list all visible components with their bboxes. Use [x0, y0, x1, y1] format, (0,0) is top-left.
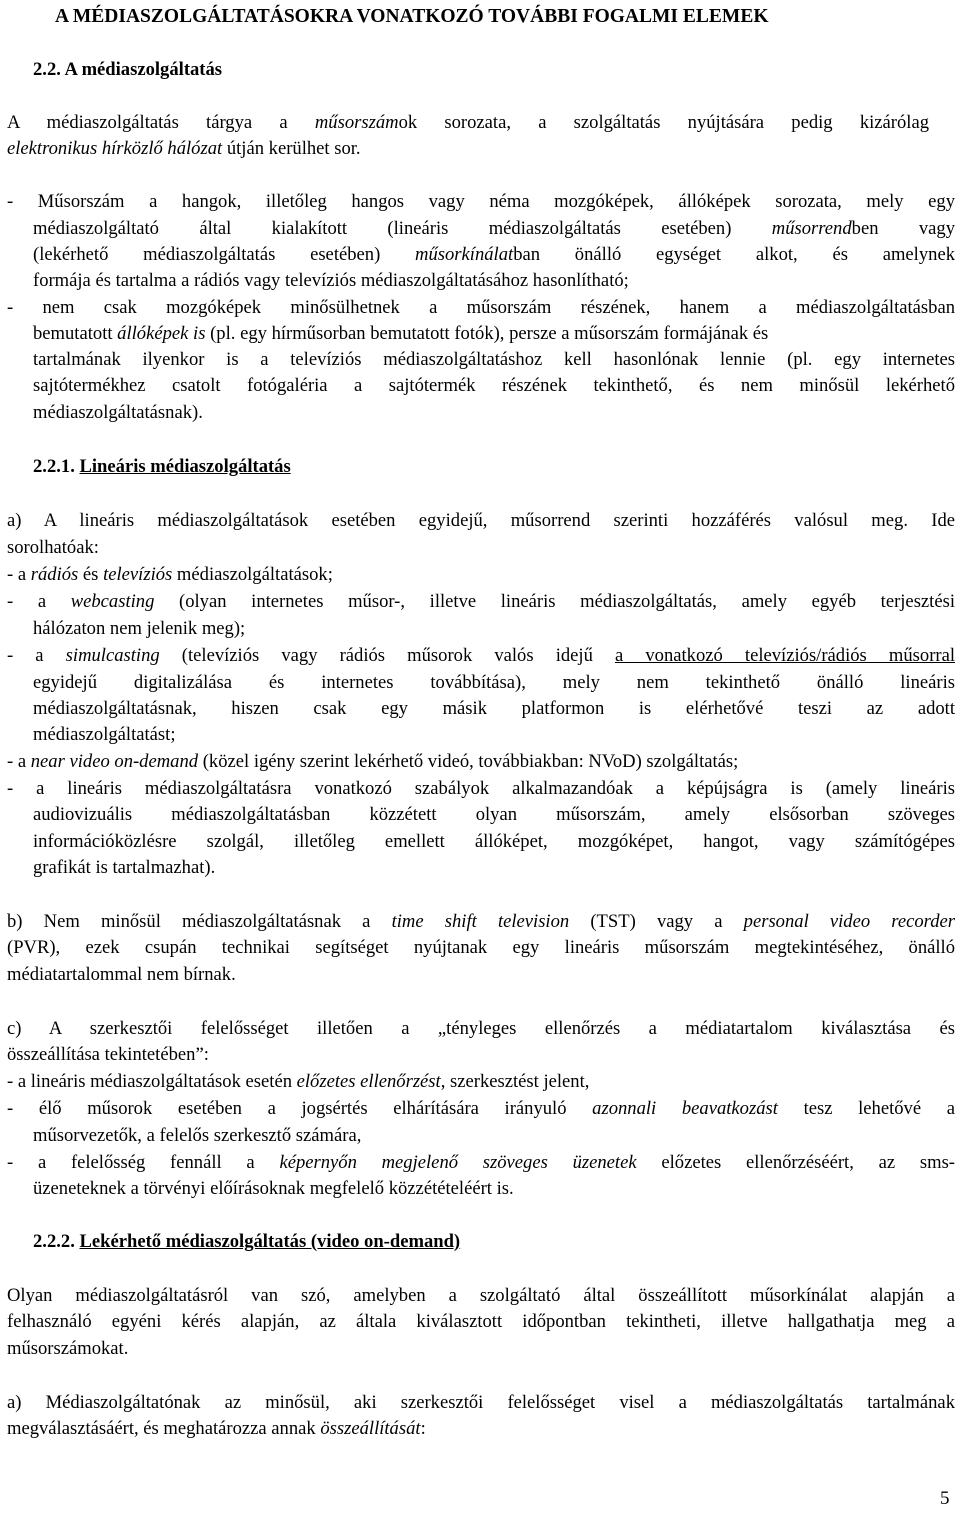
italic-term: elektronikus hírközlő hálózat: [7, 138, 223, 159]
text-run: útján kerülhet sor.: [222, 138, 361, 159]
text-run: műsorszámokat.: [7, 1338, 129, 1359]
text-run: - a lineáris médiaszolgáltatások esetén: [7, 1071, 297, 1092]
text-run: ban önálló egységet alkot, és amelynek: [513, 244, 955, 265]
text-line: [7, 189, 955, 215]
text-line: [7, 1096, 955, 1122]
text-line: [33, 242, 955, 268]
text-run: - élő műsorok esetében a jogsértés elhárítására irányuló: [7, 1098, 593, 1119]
text-line: [33, 454, 291, 480]
italic-term: előzetes ellenőrzést: [296, 1071, 441, 1092]
text-run: (lekérhető médiaszolgáltatás esetében): [33, 244, 416, 265]
text-run: (olyan internetes műsor-, illetve lineáris médiaszolgáltatás, amely egyéb terjesztési: [154, 591, 955, 612]
italic-term: time shift television: [391, 911, 570, 932]
text-line: [7, 1336, 128, 1362]
text-line: [33, 347, 955, 373]
text-line: [7, 562, 333, 588]
text-line: [7, 643, 955, 669]
italic-term: near video on-demand: [30, 751, 199, 772]
text-run: hálózaton nem jelenik meg);: [33, 618, 246, 639]
italic-term: azonnali beavatkozást: [592, 1098, 778, 1119]
text-line: [7, 962, 236, 988]
text-run: összeállítása tekintetében”:: [7, 1044, 209, 1065]
text-run: műsorvezetők, a felelős szerkesztő számára,: [33, 1125, 362, 1146]
text-line: [33, 696, 955, 722]
underlined-text: Lineáris médiaszolgáltatás: [79, 456, 291, 477]
text-run: tesz lehetővé a: [777, 1098, 956, 1119]
text-run: médiaszolgáltatásnak, hiszen csak egy másik platformon is elérhetővé teszi az adott: [33, 698, 955, 719]
text-line: [7, 589, 955, 615]
text-run: médiatartalommal nem bírnak.: [7, 964, 236, 985]
text-run: c) A szerkesztői felelősséget illetően a „tényleges ellenőrzés a médiatartalom kiválasztása és: [7, 1018, 955, 1039]
text-run: - a: [7, 751, 31, 772]
text-run: üzeneteknek a törvényi előírásoknak megfelelő közzétételéért is.: [33, 1178, 514, 1199]
text-run: - a: [7, 564, 31, 585]
text-run: b) Nem minősül médiaszolgáltatásnak a: [7, 911, 392, 932]
text-line: [33, 1176, 514, 1202]
text-run: médiaszolgáltatások;: [172, 564, 333, 585]
text-run: tartalmának ilyenkor is a televíziós médiaszolgáltatáshoz kell hasonlónak lennie (pl. egy internetes: [33, 349, 955, 370]
text-line: [33, 855, 215, 881]
italic-term: műsorszám: [314, 112, 399, 133]
text-run: a) A lineáris médiaszolgáltatások esetében egyidejű, műsorrend szerinti hozzáférés valósul meg. Ide: [7, 510, 955, 531]
text-run: médiaszolgáltató által kialakított (lineáris médiaszolgáltatás esetében): [33, 218, 772, 239]
text-line: [7, 1150, 955, 1176]
text-run: 2.2.2.: [33, 1231, 80, 1252]
text-run: bemutatott: [33, 323, 118, 344]
text-line: [33, 829, 955, 855]
italic-term: műsorkínálat: [415, 244, 514, 265]
text-line: [7, 508, 955, 534]
text-line: [7, 295, 955, 321]
text-run: (televíziós vagy rádiós műsorok valós idejű: [159, 645, 615, 666]
text-run: megválasztásáért, és meghatározza annak: [7, 1418, 321, 1439]
text-line: [7, 136, 361, 162]
text-run: :: [420, 1418, 426, 1439]
italic-term: képernyőn megjelenő szöveges üzenetek: [279, 1152, 637, 1173]
text-line: [7, 935, 955, 961]
text-run: - nem csak mozgóképek minősülhetnek a műsorszám részének, hanem a médiaszolgáltatásban: [7, 297, 955, 318]
italic-term: összeállítását: [320, 1418, 421, 1439]
italic-term: rádiós: [30, 564, 79, 585]
text-line: [33, 216, 955, 242]
text-run: - a: [7, 645, 66, 666]
italic-term: simulcasting: [65, 645, 160, 666]
italic-term: állóképek is: [117, 323, 206, 344]
italic-term: televíziós: [103, 564, 173, 585]
text-run: formája és tartalma a rádiós vagy televíziós médiaszolgáltatásához hasonlítható;: [33, 270, 629, 291]
text-run: felhasználó egyéni kérés alapján, az általa kiválasztott időpontban tekintheti, illetve hallgathatja meg a: [7, 1311, 955, 1332]
text-line: [33, 670, 955, 696]
text-run: ok sorozata, a szolgáltatás nyújtására pedig kizárólag: [398, 112, 929, 133]
text-line: [7, 1390, 955, 1416]
underlined-text: a vonatkozó televíziós/rádiós műsorral: [615, 645, 955, 666]
text-line: [7, 1283, 955, 1309]
text-line: [7, 1309, 955, 1335]
text-line: [33, 321, 768, 347]
text-line: [7, 909, 955, 935]
text-line: [7, 749, 738, 775]
italic-term: personal video recorder: [743, 911, 955, 932]
text-line: [33, 373, 955, 399]
text-run: médiaszolgáltatást;: [33, 724, 176, 745]
text-line: [7, 1069, 589, 1095]
text-line: [33, 268, 629, 294]
text-run: - a felelősség fennáll a: [7, 1152, 280, 1173]
text-run: ben vagy: [851, 218, 955, 239]
text-run: médiaszolgáltatásnak).: [33, 402, 203, 423]
text-line: [33, 1123, 361, 1149]
section-heading: 2.2. A médiaszolgáltatás: [33, 59, 223, 80]
text-run: Olyan médiaszolgáltatásról van szó, amelyben a szolgáltató által összeállított műsorkínálat alapján a: [7, 1285, 955, 1306]
text-line: [7, 110, 929, 136]
page-title: A MÉDIASZOLGÁLTATÁSOKRA VONATKOZÓ TOVÁBBI FOGALMI ELEMEK: [55, 6, 769, 27]
text-line: [33, 722, 176, 748]
text-run: (TST) vagy a: [569, 911, 744, 932]
text-line: [33, 616, 245, 642]
text-run: a) Médiaszolgáltatónak az minősül, aki szerkesztői felelősséget visel a médiaszolgáltatás tartalmának: [7, 1392, 955, 1413]
text-run: (PVR), ezek csupán technikai segítséget nyújtanak egy lineáris műsorszám megtekintéséhez, önálló: [7, 937, 955, 958]
text-run: információközlésre szolgál, illetőleg emellett állóképet, mozgóképet, hangot, vagy számítógépes: [33, 831, 955, 852]
text-run: 2.2.1.: [33, 456, 80, 477]
text-run: sorolhatóak:: [7, 537, 99, 558]
text-run: , szerkesztést jelent,: [440, 1071, 590, 1092]
text-line: [33, 1229, 460, 1255]
text-run: - a lineáris médiaszolgáltatásra vonatkozó szabályok alkalmazandóak a képújságra is (amely lineáris: [7, 778, 955, 799]
text-line: [7, 1016, 955, 1042]
text-run: audiovizuális médiaszolgáltatásban közzétett olyan műsorszám, amely elsősorban szöveges: [33, 804, 955, 825]
text-run: egyidejű digitalizálása és internetes továbbítása), mely nem tekinthető önálló lineáris: [33, 672, 955, 693]
text-line: [7, 776, 955, 802]
text-run: (pl. egy hírműsorban bemutatott fotók), persze a műsorszám formájának és: [205, 323, 769, 344]
text-run: és: [78, 564, 104, 585]
text-line: [7, 1416, 426, 1442]
text-run: grafikát is tartalmazhat).: [33, 857, 216, 878]
italic-term: műsorrend: [771, 218, 852, 239]
text-run: (közel igény szerint lekérhető videó, továbbiakban: NVoD) szolgáltatás;: [198, 751, 739, 772]
text-line: [33, 802, 955, 828]
text-run: előzetes ellenőrzéséért, az sms-: [636, 1152, 955, 1173]
italic-term: webcasting: [70, 591, 155, 612]
text-run: sajtótermékhez csatolt fotógaléria a sajtótermék részének tekinthető, és nem minősül lekérhető: [33, 375, 955, 396]
page-number: 5: [940, 1488, 950, 1509]
text-run: A médiaszolgáltatás tárgya a: [7, 112, 315, 133]
text-run: - Műsorszám a hangok, illetőleg hangos vagy néma mozgóképek, állóképek sorozata, mely egy: [7, 191, 955, 212]
text-run: - a: [7, 591, 71, 612]
text-line: [7, 535, 99, 561]
underlined-text: Lekérhető médiaszolgáltatás (video on-demand): [79, 1231, 461, 1252]
text-line: [7, 1042, 209, 1068]
text-line: [33, 400, 203, 426]
